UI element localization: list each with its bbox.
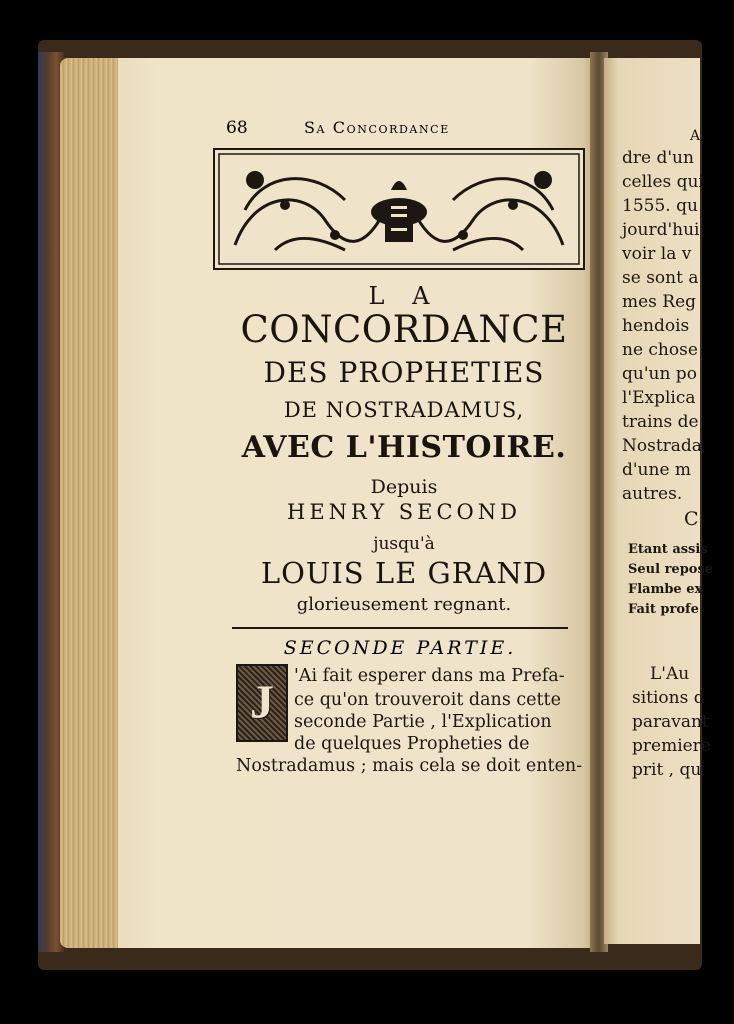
right-page-line: mes Reg xyxy=(622,292,697,312)
title-line-la: L A xyxy=(368,282,440,310)
right-page-line: ne chose xyxy=(622,340,698,360)
right-page-line: 1555. qu xyxy=(622,196,698,216)
right-page-line: celles qui xyxy=(622,172,704,192)
right-page xyxy=(604,58,714,944)
headpiece-illustration xyxy=(215,150,583,268)
right-page-line: voir la v xyxy=(622,244,692,264)
right-page-line: prit , qu xyxy=(632,760,702,780)
right-page-line: dre d'un xyxy=(622,148,694,168)
title-line-concordance: CONCORDANCE xyxy=(240,308,568,351)
right-page-line: paravant xyxy=(632,712,709,732)
right-page-line: jourd'hui xyxy=(622,220,700,240)
right-page-line: Nostrada xyxy=(622,436,702,456)
body-line: de quelques Propheties de xyxy=(294,734,530,754)
right-page-corner-letter: A xyxy=(690,128,701,144)
title-line-histoire: AVEC L'HISTOIRE. xyxy=(241,430,567,465)
body-line: seconde Partie , l'Explication xyxy=(294,712,552,732)
title-line-glorieusement: glorieusement regnant. xyxy=(296,594,512,615)
right-page-verse-line: Flambe ex xyxy=(628,582,703,597)
right-page-line: l'Explica xyxy=(622,388,696,408)
body-line: Nostradamus ; mais cela se doit enten- xyxy=(236,756,583,776)
drop-initial-box xyxy=(236,664,288,742)
body-line: ce qu'on trouveroit dans cette xyxy=(294,690,561,710)
title-line-nostradamus: DE NOSTRADAMUS, xyxy=(283,398,525,422)
body-line: 'Ai fait esperer dans ma Prefa- xyxy=(294,666,565,686)
right-page-line: autres. xyxy=(622,484,683,504)
title-line-propheties: DES PROPHETIES xyxy=(263,356,545,389)
right-page-line: se sont a xyxy=(622,268,699,288)
right-page-line: premiere xyxy=(632,736,711,756)
right-page-verse-line: Fait profe xyxy=(628,602,699,617)
right-page-verse-line: Etant assis xyxy=(628,542,708,557)
right-page-line: d'une m xyxy=(622,460,692,480)
page-header xyxy=(226,118,586,142)
page-number: 68 xyxy=(226,118,248,138)
title-line-jusqua: jusqu'à xyxy=(373,534,435,554)
running-head: Sa Concordance xyxy=(304,118,450,137)
part-heading: SECONDE PARTIE. xyxy=(283,637,517,659)
title-line-depuis: Depuis xyxy=(370,476,438,498)
title-line-louis: LOUIS LE GRAND xyxy=(260,556,548,590)
ornamental-headpiece xyxy=(213,148,585,270)
drop-initial: J xyxy=(250,676,274,729)
right-page-line: sitions d xyxy=(632,688,705,708)
right-page-line: qu'un po xyxy=(622,364,697,384)
right-page-verse-line: Seul repose xyxy=(628,562,714,577)
right-page-line: L'Au xyxy=(650,664,690,684)
title-line-henry: HENRY SECOND xyxy=(287,500,521,524)
section-rule xyxy=(232,627,568,629)
right-page-line: hendois xyxy=(622,316,690,336)
right-page-line: trains de xyxy=(622,412,699,432)
right-page-section-heading: C xyxy=(684,508,699,530)
